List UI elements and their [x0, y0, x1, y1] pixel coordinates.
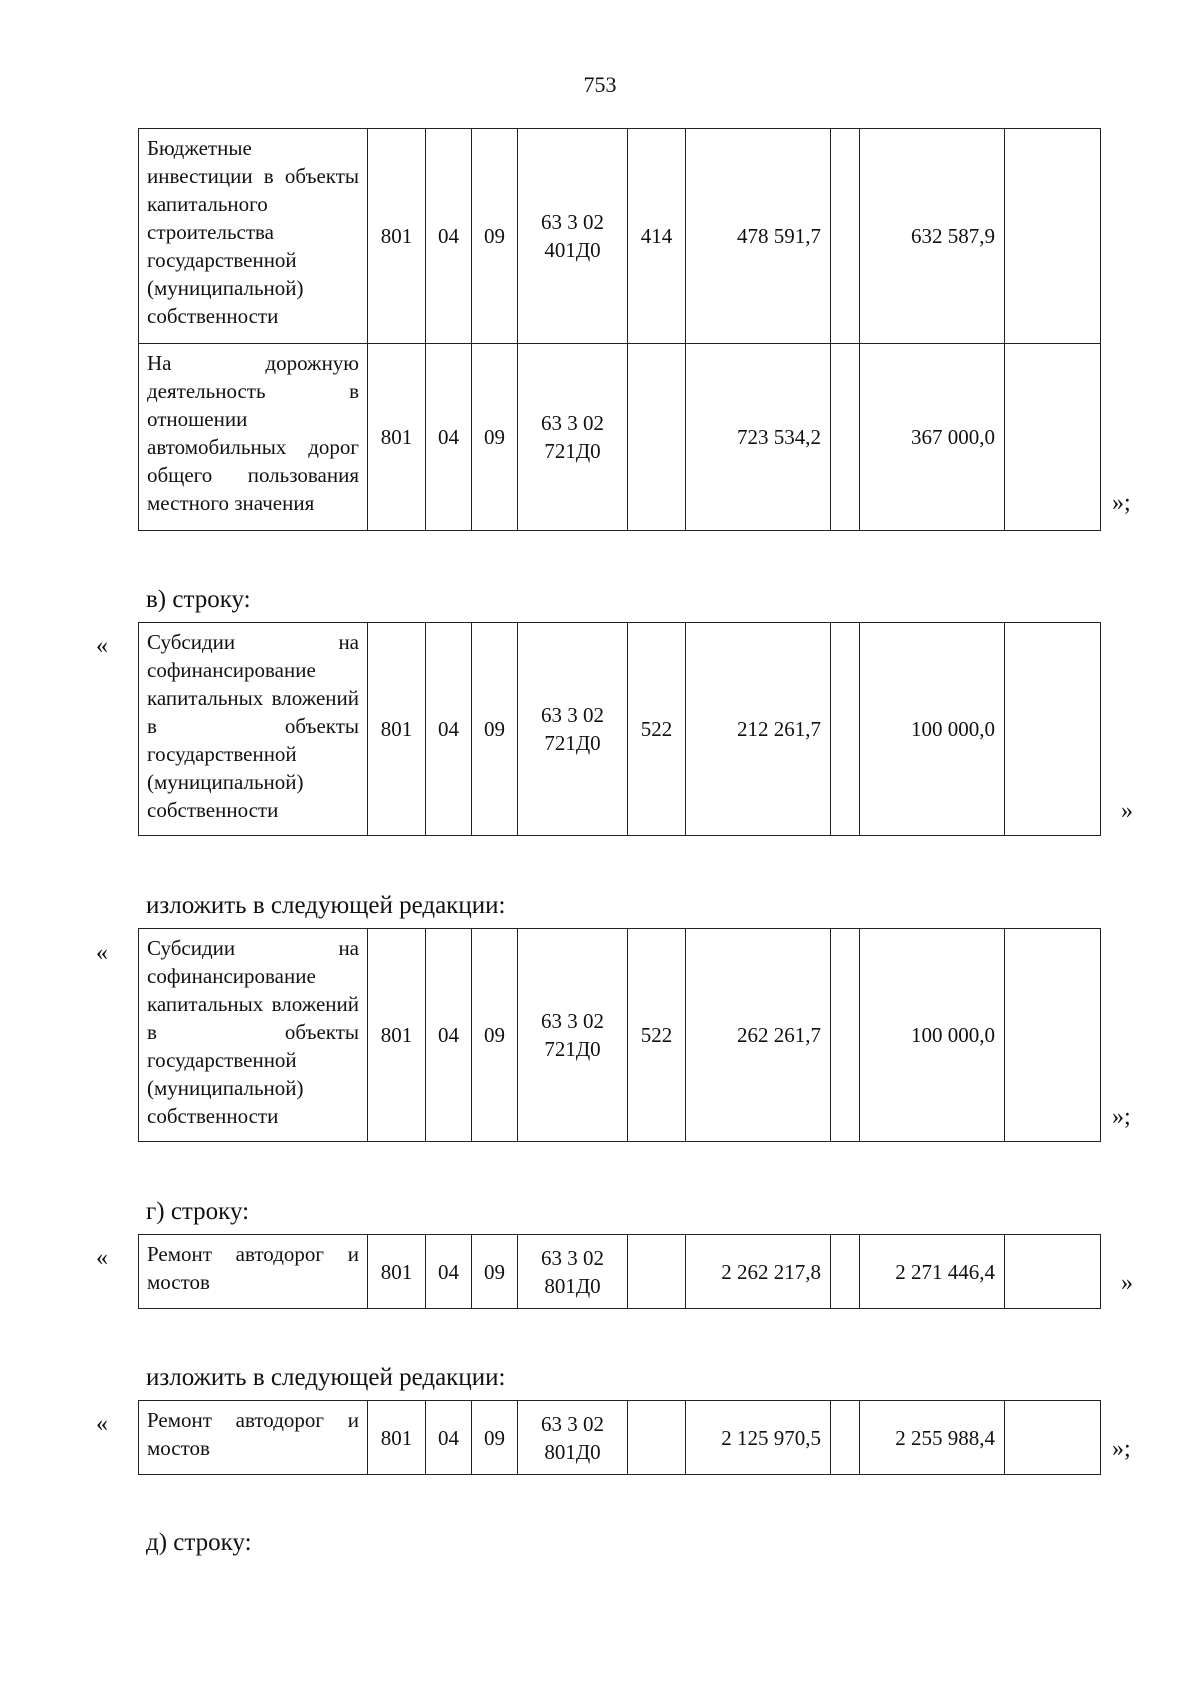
cell-amount-2: 100 000,0 — [860, 623, 1005, 836]
opening-quote: « — [96, 1411, 108, 1437]
cell-expense-type — [628, 344, 686, 531]
cell-amount-1: 262 261,7 — [686, 929, 831, 1142]
cell-target-code: 63 3 02 721Д0 — [518, 623, 628, 836]
cell-section: 04 — [426, 623, 472, 836]
cell-amount-2: 367 000,0 — [860, 344, 1005, 531]
row-name: Бюджетные инвестиции в объекты капитального строительства государственной (муниципальной) собственности — [139, 129, 368, 344]
cell-subsection: 09 — [472, 929, 518, 1142]
row-name: Субсидии на софинансирование капитальных вложений в объекты государственной (муниципальной) собственности — [139, 929, 368, 1142]
section-heading: изложить в следующей редакции: — [146, 892, 506, 919]
cell-blank-1 — [831, 344, 860, 531]
cell-blank-2 — [1005, 929, 1101, 1142]
page-number: 753 — [583, 72, 617, 97]
cell-target-code: 63 3 02 721Д0 — [518, 344, 628, 531]
table-row — [139, 1235, 1101, 1309]
cell-ministry: 801 — [368, 344, 426, 531]
closing-quote: »; — [1112, 1104, 1131, 1130]
table-row — [139, 623, 1101, 836]
table-section-v-new — [138, 928, 1100, 1142]
budget-table — [138, 128, 1101, 531]
cell-ministry: 801 — [368, 929, 426, 1142]
cell-amount-2: 100 000,0 — [860, 929, 1005, 1142]
cell-blank-2 — [1005, 623, 1101, 836]
cell-target-code: 63 3 02 801Д0 — [518, 1401, 628, 1475]
cell-amount-1: 723 534,2 — [686, 344, 831, 531]
cell-expense-type — [628, 1235, 686, 1309]
table-section-v — [138, 622, 1100, 836]
cell-ministry: 801 — [368, 129, 426, 344]
cell-blank-1 — [831, 129, 860, 344]
cell-subsection: 09 — [472, 129, 518, 344]
cell-subsection: 09 — [472, 344, 518, 531]
cell-amount-1: 2 125 970,5 — [686, 1401, 831, 1475]
table-section-g-new — [138, 1400, 1100, 1475]
cell-expense-type: 414 — [628, 129, 686, 344]
table-row — [139, 1401, 1101, 1475]
cell-ministry: 801 — [368, 1401, 426, 1475]
row-name: Ремонт автодорог и мостов — [139, 1401, 368, 1475]
cell-section: 04 — [426, 929, 472, 1142]
section-heading: г) строку: — [146, 1198, 250, 1225]
cell-blank-2 — [1005, 129, 1101, 344]
row-name: На дорожную деятельность в отношении автомобильных дорог общего пользования местного значения — [139, 344, 368, 531]
table-section-continuation — [138, 128, 1100, 531]
opening-quote: « — [96, 633, 108, 659]
opening-quote: « — [96, 1245, 108, 1271]
table-row — [139, 344, 1101, 531]
cell-subsection: 09 — [472, 623, 518, 836]
cell-subsection: 09 — [472, 1235, 518, 1309]
cell-expense-type — [628, 1401, 686, 1475]
cell-blank-1 — [831, 1401, 860, 1475]
cell-target-code: 63 3 02 401Д0 — [518, 129, 628, 344]
cell-blank-2 — [1005, 1235, 1101, 1309]
cell-expense-type: 522 — [628, 623, 686, 836]
closing-quote: »; — [1112, 490, 1131, 516]
cell-blank-2 — [1005, 344, 1101, 531]
cell-section: 04 — [426, 1235, 472, 1309]
cell-subsection: 09 — [472, 1401, 518, 1475]
table-row — [139, 129, 1101, 344]
cell-ministry: 801 — [368, 1235, 426, 1309]
table-section-g — [138, 1234, 1100, 1309]
cell-amount-1: 2 262 217,8 — [686, 1235, 831, 1309]
cell-section: 04 — [426, 1401, 472, 1475]
opening-quote: « — [96, 940, 108, 966]
section-heading: изложить в следующей редакции: — [146, 1364, 506, 1391]
cell-blank-2 — [1005, 1401, 1101, 1475]
section-heading: в) строку: — [146, 586, 251, 613]
cell-amount-2: 632 587,9 — [860, 129, 1005, 344]
budget-table — [138, 1400, 1101, 1475]
cell-section: 04 — [426, 344, 472, 531]
row-name: Ремонт автодорог и мостов — [139, 1235, 368, 1309]
budget-table — [138, 622, 1101, 836]
cell-amount-1: 478 591,7 — [686, 129, 831, 344]
table-row — [139, 929, 1101, 1142]
cell-ministry: 801 — [368, 623, 426, 836]
budget-table — [138, 1234, 1101, 1309]
cell-target-code: 63 3 02 801Д0 — [518, 1235, 628, 1309]
section-heading: д) строку: — [146, 1529, 252, 1556]
cell-amount-2: 2 271 446,4 — [860, 1235, 1005, 1309]
row-name: Субсидии на софинансирование капитальных вложений в объекты государственной (муниципальной) собственности — [139, 623, 368, 836]
cell-expense-type: 522 — [628, 929, 686, 1142]
closing-quote: » — [1121, 1270, 1133, 1296]
cell-amount-1: 212 261,7 — [686, 623, 831, 836]
cell-blank-1 — [831, 929, 860, 1142]
cell-target-code: 63 3 02 721Д0 — [518, 929, 628, 1142]
closing-quote: »; — [1112, 1436, 1131, 1462]
cell-blank-1 — [831, 623, 860, 836]
budget-table — [138, 928, 1101, 1142]
cell-amount-2: 2 255 988,4 — [860, 1401, 1005, 1475]
cell-section: 04 — [426, 129, 472, 344]
cell-blank-1 — [831, 1235, 860, 1309]
closing-quote: » — [1121, 798, 1133, 824]
